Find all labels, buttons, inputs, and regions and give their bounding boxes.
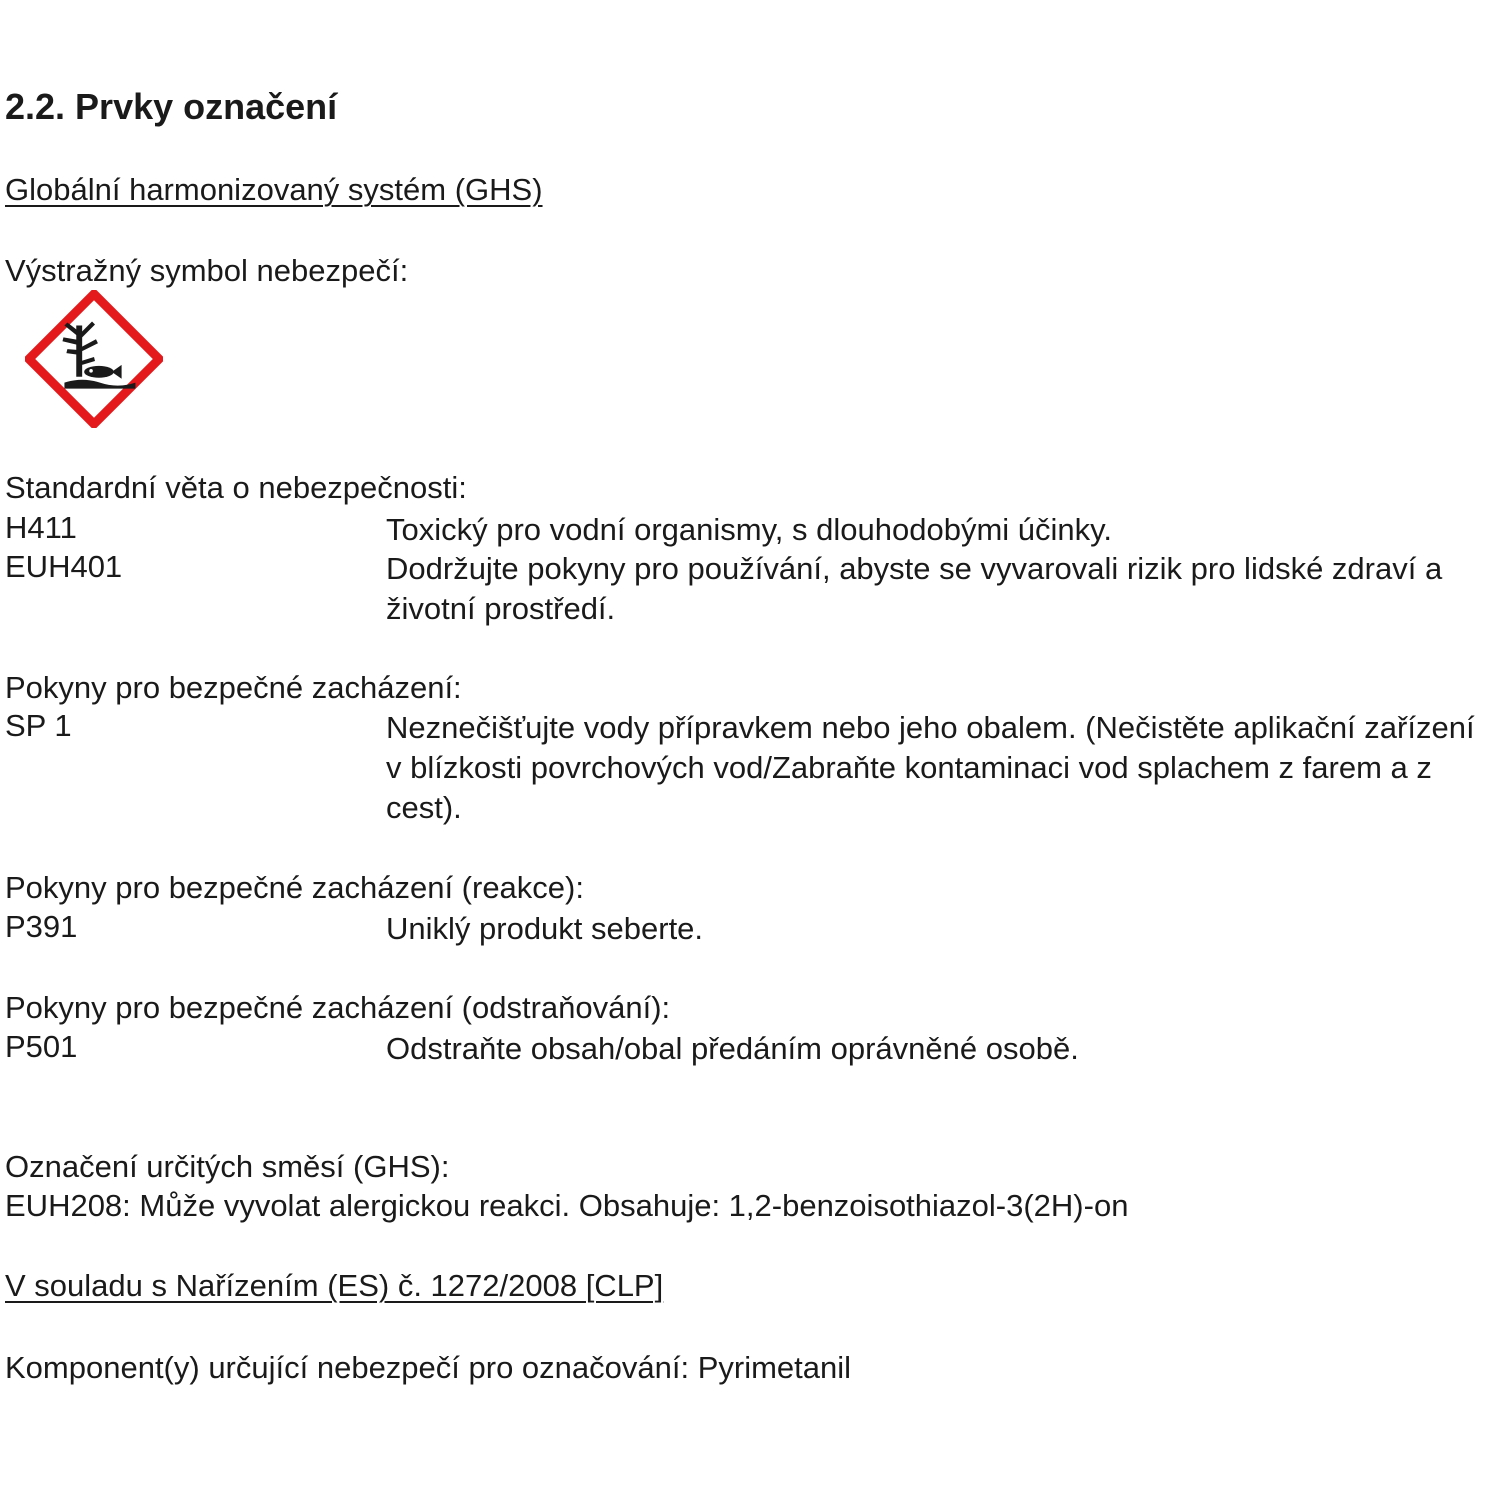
pictogram-label: Výstražný symbol nebezpečí: bbox=[5, 253, 409, 288]
statement-text: Toxický pro vodní organismy, s dlouhodobými účinky. bbox=[386, 512, 1112, 547]
mixtures-label: Označení určitých směsí (GHS): bbox=[5, 1149, 450, 1184]
ghs-heading: Globální harmonizovaný systém (GHS) bbox=[5, 172, 543, 207]
precaution-response-label: Pokyny pro bezpečné zacházení (reakce): bbox=[5, 870, 584, 905]
section-title: 2.2. Prvky označení bbox=[5, 86, 338, 127]
precaution-handling-label: Pokyny pro bezpečné zacházení: bbox=[5, 670, 462, 705]
statement-code: H411 bbox=[5, 510, 77, 545]
hazard-statements-label: Standardní věta o nebezpečnosti: bbox=[5, 470, 467, 505]
clp-components: Komponent(y) určující nebezpečí pro označování: Pyrimetanil bbox=[5, 1350, 852, 1385]
mixtures-text: EUH208: Může vyvolat alergickou reakci. Obsahuje: 1,2-benzoisothiazol-3(2H)-on bbox=[5, 1188, 1129, 1223]
statement-text: Odstraňte obsah/obal předáním oprávněné osobě. bbox=[386, 1031, 1079, 1066]
statement-text: Neznečišťujte vody přípravkem nebo jeho obalem. (Nečistěte aplikační zařízení v blízkosti povrchových vod/Zabraňte kontaminaci vod splachem z farem a z cest). bbox=[386, 710, 1475, 825]
statement-code: P501 bbox=[5, 1029, 78, 1064]
statement-code: P391 bbox=[5, 909, 78, 944]
precaution-disposal-label: Pokyny pro bezpečné zacházení (odstraňování): bbox=[5, 990, 671, 1025]
clp-heading: V souladu s Nařízením (ES) č. 1272/2008 [CLP] bbox=[5, 1268, 664, 1303]
statement-code: EUH401 bbox=[5, 549, 123, 584]
statement-code: SP 1 bbox=[5, 708, 72, 743]
statement-text: Dodržujte pokyny pro používání, abyste se vyvarovali rizik pro lidské zdraví a životní prostředí. bbox=[386, 551, 1443, 626]
environment-hazard-icon bbox=[25, 290, 163, 428]
statement-text: Uniklý produkt seberte. bbox=[386, 911, 704, 946]
